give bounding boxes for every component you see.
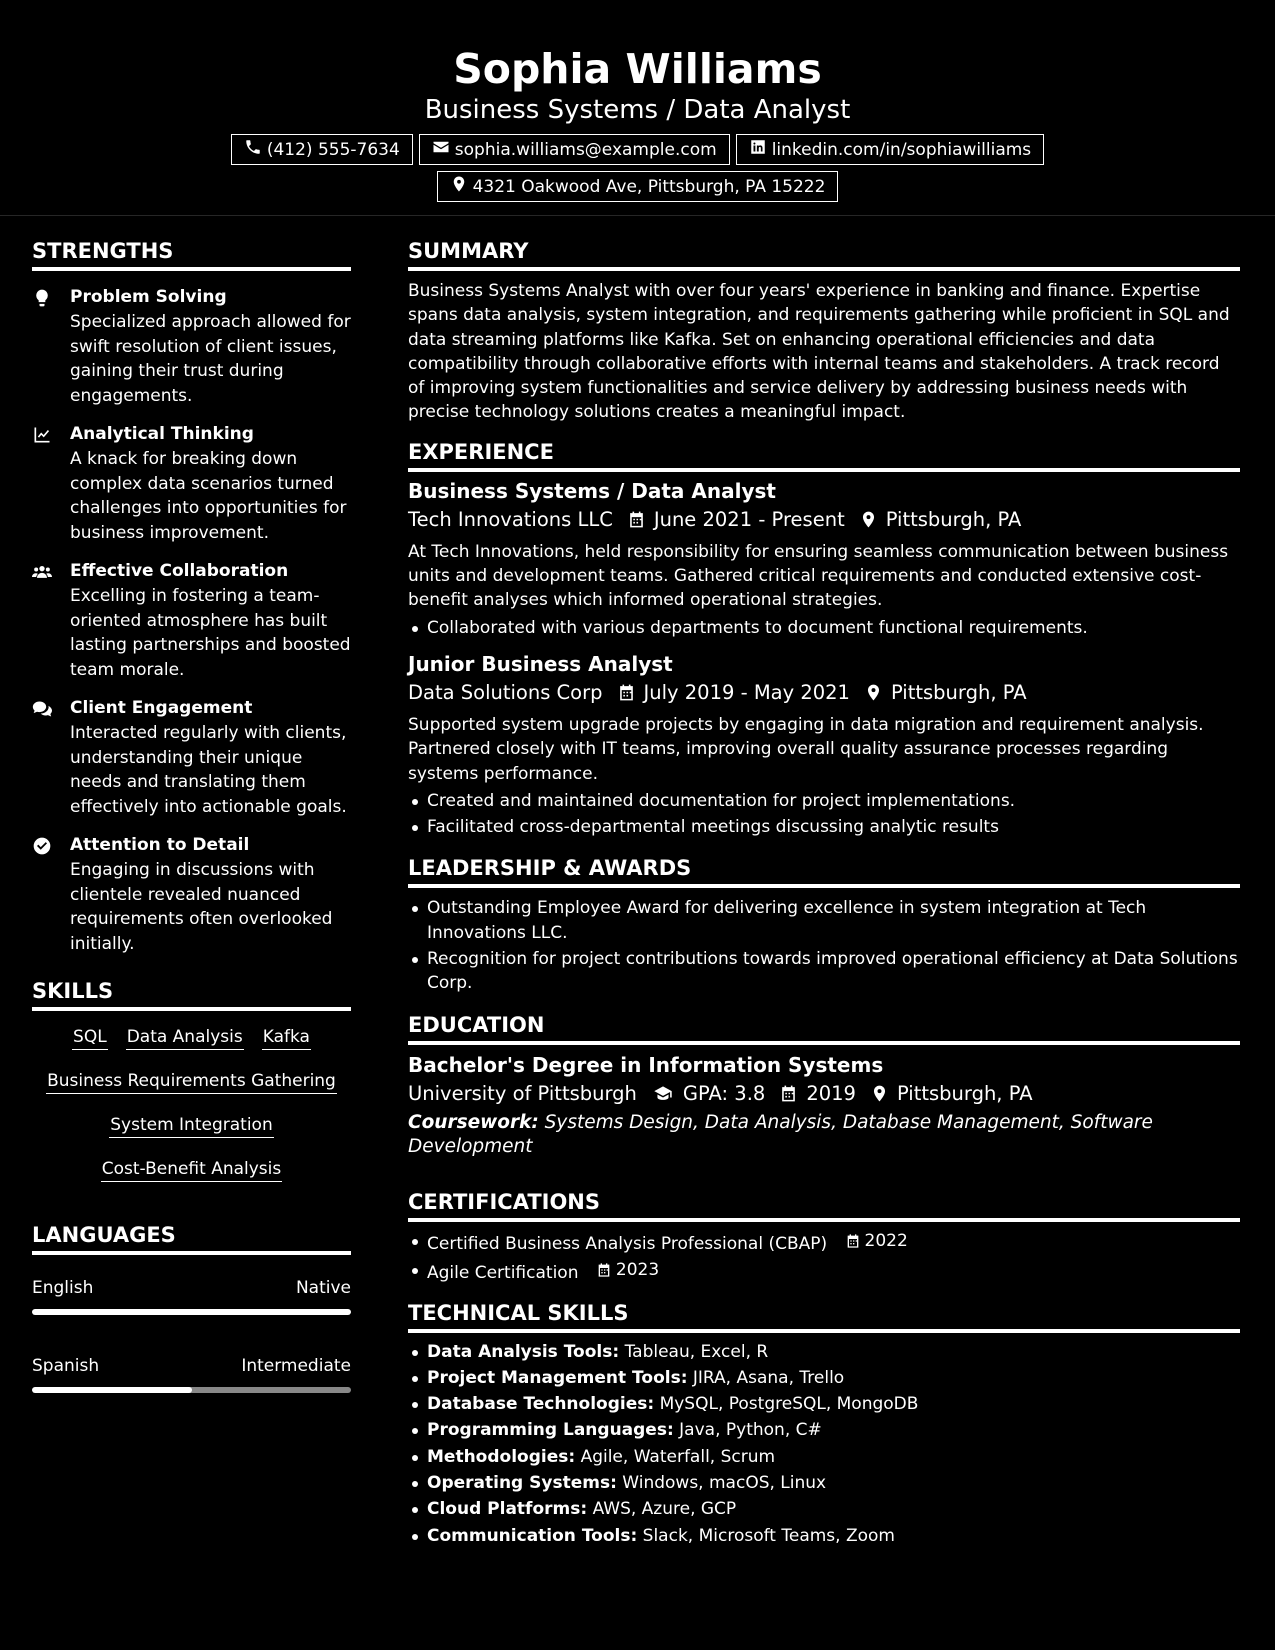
tech-skill-value: MySQL, PostgreSQL, MongoDB bbox=[659, 1394, 919, 1415]
award-item: Outstanding Employee Award for delivering excellence in system integration at Tech Innovations LLC. bbox=[408, 896, 1240, 945]
job-title: Junior Business Analyst bbox=[408, 651, 673, 676]
coursework bbox=[408, 1111, 1240, 1159]
language-item bbox=[32, 1277, 351, 1315]
calendar-icon bbox=[779, 1084, 798, 1103]
candidate-title: Business Systems / Data Analyst bbox=[424, 95, 851, 125]
degree-title: Bachelor's Degree in Information Systems bbox=[408, 1052, 884, 1077]
email-contact[interactable] bbox=[419, 134, 730, 165]
gpa: GPA: 3.8 bbox=[682, 1081, 766, 1105]
strength-desc: Interacted regularly with clients, understanding their unique needs and translating them effectively into actionable goals. bbox=[70, 723, 347, 817]
comments-icon bbox=[32, 696, 70, 819]
phone-icon bbox=[244, 138, 262, 161]
tech-skill-value: Agile, Waterfall, Scrum bbox=[580, 1446, 776, 1467]
phone-text: (412) 555-7634 bbox=[266, 139, 400, 160]
graduation-cap-icon bbox=[651, 1084, 675, 1103]
education-meta bbox=[408, 1079, 1240, 1109]
strength-title: Problem Solving bbox=[70, 287, 227, 307]
certification-item bbox=[408, 1229, 1240, 1256]
contact-bar-row-2 bbox=[208, 171, 1068, 202]
company-name: Data Solutions Corp bbox=[408, 680, 603, 704]
language-item bbox=[32, 1355, 351, 1393]
map-marker-icon bbox=[859, 510, 878, 529]
strengths-heading: STRENGTHS bbox=[32, 236, 351, 271]
strength-desc: A knack for breaking down complex data scenarios turned challenges into opportunities for business improvement. bbox=[70, 449, 347, 543]
tech-skill-value: Slack, Microsoft Teams, Zoom bbox=[642, 1525, 895, 1546]
skill-tag: SQL bbox=[72, 1025, 108, 1050]
certification-year: 2022 bbox=[864, 1230, 908, 1251]
envelope-icon bbox=[432, 138, 450, 161]
tech-skill-label: Programming Languages: bbox=[427, 1420, 674, 1441]
tech-skill-item bbox=[408, 1418, 1240, 1442]
languages-heading: LANGUAGES bbox=[32, 1220, 351, 1255]
calendar-icon bbox=[627, 510, 646, 529]
phone-contact[interactable] bbox=[231, 134, 413, 165]
job-entry bbox=[408, 650, 1240, 839]
strength-title: Client Engagement bbox=[70, 698, 253, 718]
tech-skill-label: Methodologies: bbox=[427, 1446, 576, 1467]
strength-item bbox=[32, 422, 351, 545]
tech-skill-value: Windows, macOS, Linux bbox=[622, 1473, 827, 1493]
tech-skill-item bbox=[408, 1392, 1240, 1416]
job-description: Supported system upgrade projects by engaging in data migration and requirement analysis. Partnered closely with IT teams, improving overall quality assurance processes regarding systems performance. bbox=[408, 714, 1204, 784]
check-circle-icon bbox=[32, 833, 70, 956]
company-name: Tech Innovations LLC bbox=[408, 507, 613, 531]
tech-skill-item bbox=[408, 1524, 1240, 1548]
language-proficiency-fill bbox=[32, 1309, 351, 1315]
graduation-year: 2019 bbox=[806, 1081, 856, 1105]
leadership-heading: LEADERSHIP & AWARDS bbox=[408, 853, 1240, 888]
address-contact[interactable] bbox=[437, 171, 839, 202]
job-meta bbox=[408, 505, 1240, 535]
job-bullet: Collaborated with various departments to document functional requirements. bbox=[408, 616, 1240, 640]
technical-skills-list bbox=[408, 1340, 1240, 1548]
skill-tag: Data Analysis bbox=[126, 1025, 244, 1050]
lightbulb-icon bbox=[32, 285, 70, 408]
skill-tag: System Integration bbox=[109, 1113, 273, 1138]
certifications-heading: CERTIFICATIONS bbox=[408, 1187, 1240, 1222]
tech-skill-item bbox=[408, 1497, 1240, 1521]
skills-heading: SKILLS bbox=[32, 976, 351, 1011]
email-text: sophia.williams@example.com bbox=[454, 139, 717, 160]
map-marker-icon bbox=[864, 683, 883, 702]
job-entry bbox=[408, 477, 1240, 640]
job-location: Pittsburgh, PA bbox=[890, 680, 1027, 704]
tech-skill-item bbox=[408, 1340, 1240, 1364]
certification-year: 2023 bbox=[615, 1260, 660, 1281]
job-bullets bbox=[408, 616, 1240, 640]
map-marker-icon bbox=[450, 175, 468, 198]
award-item: Recognition for project contributions towards improved operational efficiency at Data Solutions Corp. bbox=[408, 947, 1240, 996]
strength-item bbox=[32, 285, 351, 408]
tech-skill-value: Tableau, Excel, R bbox=[624, 1341, 769, 1362]
job-dates: June 2021 - Present bbox=[653, 507, 845, 531]
summary-text: Business Systems Analyst with over four years' experience in banking and finance. Expertise spans data analysis, system integration, and requirements gathering while proficient in SQL and data streaming platforms like Kafka. Set on enhancing operational efficiencies and data compatibility through collaborative efforts with internal teams and stakeholders. A track record of improving system functionalities and service delivery by addressing business needs with precise technology solutions creates a meaningful impact. bbox=[408, 281, 1230, 423]
job-bullet: Facilitated cross-departmental meetings discussing analytic results bbox=[408, 815, 1240, 839]
leadership-list bbox=[408, 896, 1240, 995]
language-proficiency-bar bbox=[32, 1309, 351, 1315]
tech-skill-label: Data Analysis Tools: bbox=[427, 1341, 620, 1362]
tech-skill-value: JIRA, Asana, Trello bbox=[692, 1367, 845, 1388]
tech-skill-label: Operating Systems: bbox=[427, 1473, 617, 1493]
language-proficiency-fill bbox=[32, 1387, 192, 1393]
chart-line-icon bbox=[32, 422, 70, 545]
linkedin-contact[interactable] bbox=[736, 134, 1044, 165]
users-icon bbox=[32, 559, 70, 682]
strength-title: Effective Collaboration bbox=[70, 561, 289, 581]
candidate-name: Sophia Williams bbox=[453, 45, 822, 93]
strength-item bbox=[32, 696, 351, 819]
tech-skill-label: Project Management Tools: bbox=[427, 1367, 688, 1388]
certification-item bbox=[408, 1258, 1240, 1285]
strength-desc: Excelling in fostering a team-oriented atmosphere has built lasting partnerships and boosted team morale. bbox=[70, 586, 351, 680]
skill-tag: Kafka bbox=[262, 1025, 311, 1050]
education-heading: EDUCATION bbox=[408, 1010, 1240, 1045]
linkedin-icon bbox=[749, 138, 767, 161]
right-column bbox=[408, 236, 1240, 1548]
tech-skill-item bbox=[408, 1445, 1240, 1469]
language-proficiency-bar bbox=[32, 1387, 351, 1393]
tech-skill-label: Database Technologies: bbox=[427, 1394, 655, 1415]
job-location: Pittsburgh, PA bbox=[885, 507, 1022, 531]
language-name: Spanish bbox=[32, 1356, 100, 1376]
tech-skill-value: AWS, Azure, GCP bbox=[592, 1499, 737, 1520]
resume-header bbox=[0, 0, 1275, 216]
tech-skill-label: Cloud Platforms: bbox=[427, 1499, 588, 1520]
certifications-list bbox=[408, 1229, 1240, 1286]
tech-skill-item bbox=[408, 1471, 1240, 1495]
map-marker-icon bbox=[870, 1084, 889, 1103]
language-level: Intermediate bbox=[241, 1356, 351, 1376]
contact-bar bbox=[208, 134, 1068, 165]
strength-desc: Engaging in discussions with clientele revealed nuanced requirements often overlooked initially. bbox=[70, 860, 333, 954]
strength-title: Attention to Detail bbox=[70, 835, 250, 855]
left-column bbox=[32, 236, 351, 1393]
school-name: University of Pittsburgh bbox=[408, 1081, 637, 1105]
job-bullets bbox=[408, 789, 1240, 840]
skill-tag: Cost-Benefit Analysis bbox=[101, 1157, 283, 1182]
strength-item bbox=[32, 559, 351, 682]
job-title: Business Systems / Data Analyst bbox=[408, 478, 776, 503]
job-dates: July 2019 - May 2021 bbox=[643, 680, 850, 704]
skills-list bbox=[32, 1025, 351, 1182]
certification-name: Certified Business Analysis Professional (CBAP) bbox=[427, 1233, 828, 1254]
tech-skill-value: Java, Python, C# bbox=[679, 1420, 822, 1441]
job-bullet: Created and maintained documentation for project implementations. bbox=[408, 789, 1240, 813]
tech-skill-label: Communication Tools: bbox=[427, 1525, 638, 1546]
calendar-icon bbox=[617, 683, 636, 702]
calendar-icon bbox=[845, 1233, 861, 1249]
skill-tag: Business Requirements Gathering bbox=[46, 1069, 337, 1094]
coursework-list: Systems Design, Data Analysis, Database Management, Software Development bbox=[408, 1111, 1153, 1157]
address-text: 4321 Oakwood Ave, Pittsburgh, PA 15222 bbox=[472, 176, 826, 197]
summary-heading: SUMMARY bbox=[408, 236, 1240, 271]
coursework-label: Coursework: bbox=[408, 1111, 539, 1133]
certification-name: Agile Certification bbox=[427, 1263, 579, 1284]
experience-heading: EXPERIENCE bbox=[408, 437, 1240, 472]
language-name: English bbox=[32, 1278, 94, 1298]
job-description: At Tech Innovations, held responsibility for ensuring seamless communication between business units and development teams. Gathered critical requirements and conducted extensive cost-benefit analyses which informed operational strategies. bbox=[408, 541, 1229, 611]
strength-title: Analytical Thinking bbox=[70, 424, 254, 444]
linkedin-text: linkedin.com/in/sophiawilliams bbox=[771, 139, 1032, 160]
technical-skills-heading: TECHNICAL SKILLS bbox=[408, 1298, 1240, 1333]
tech-skill-item bbox=[408, 1366, 1240, 1390]
calendar-icon bbox=[596, 1262, 612, 1278]
school-location: Pittsburgh, PA bbox=[896, 1081, 1033, 1105]
job-meta bbox=[408, 678, 1240, 708]
strength-desc: Specialized approach allowed for swift resolution of client issues, gaining their trust during engagements. bbox=[70, 312, 351, 406]
language-level: Native bbox=[295, 1278, 351, 1298]
strength-item bbox=[32, 833, 351, 956]
